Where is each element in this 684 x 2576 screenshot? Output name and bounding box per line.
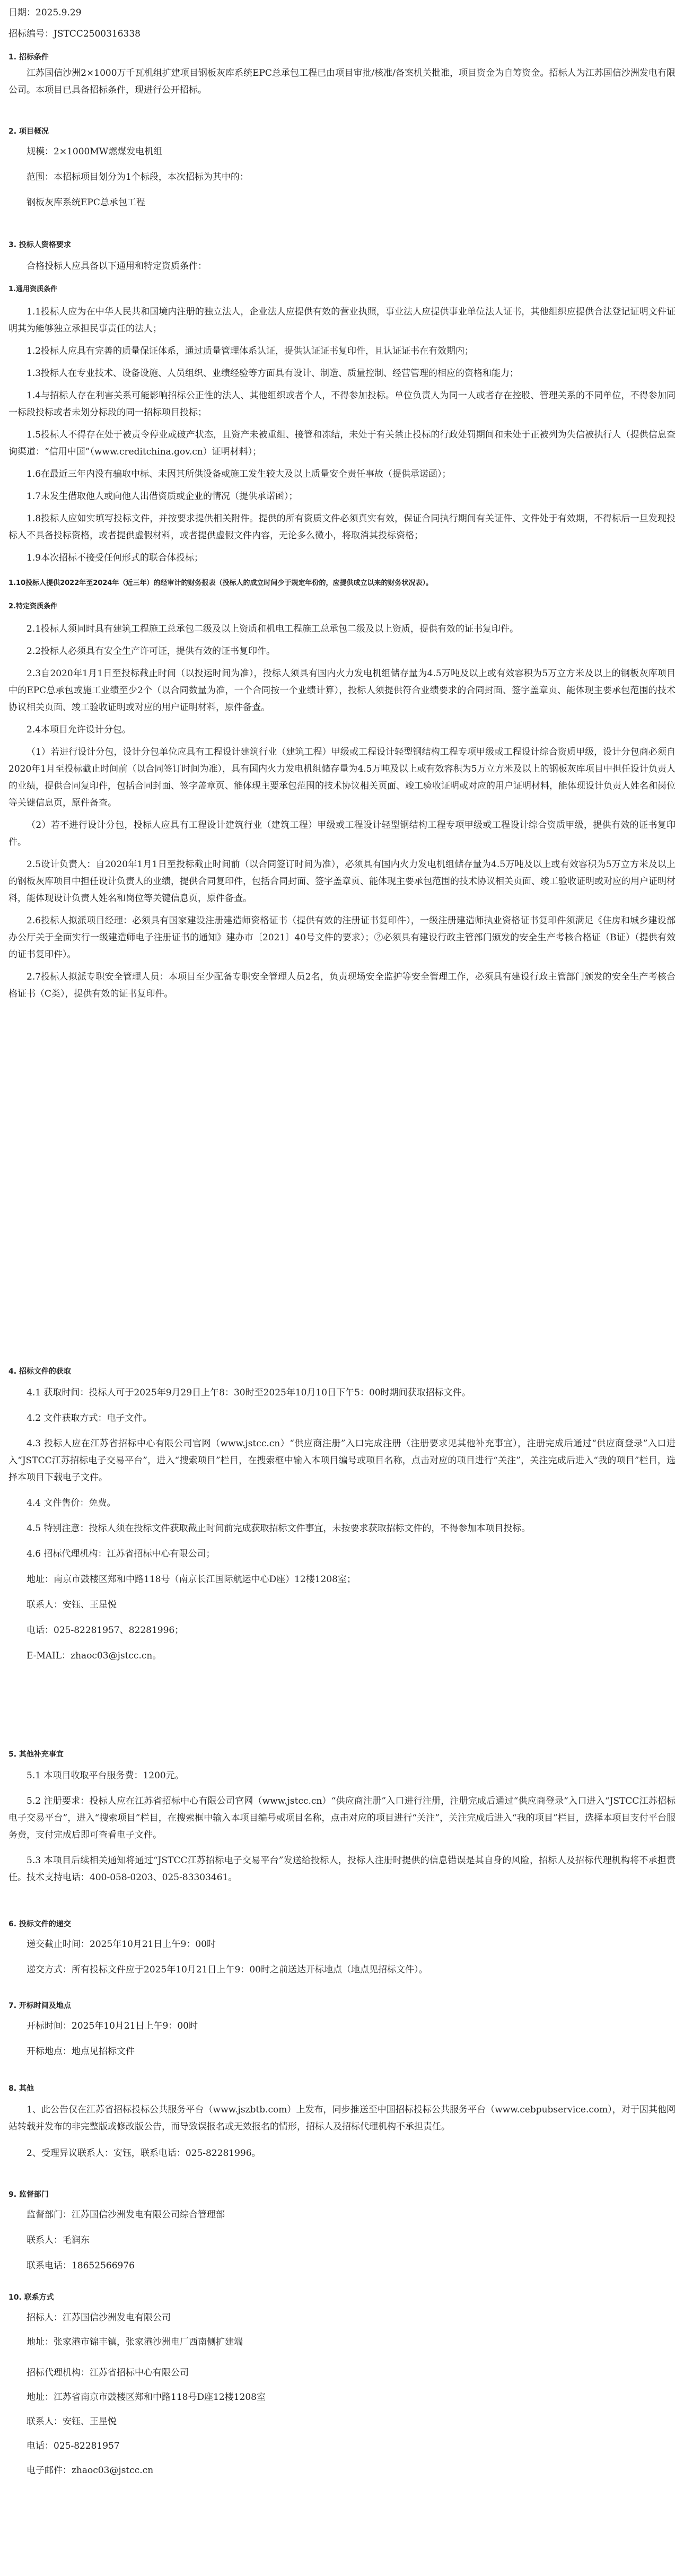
section-heading: 9. 监督部门 bbox=[8, 2190, 49, 2199]
section-project-overview bbox=[8, 126, 676, 210]
qualification-item: 1.7未发生借取他人或向他人出借资质或企业的情况（提供承诺函）； bbox=[27, 491, 298, 502]
qualification-item: 2.3自2020年1月1日至投标截止时间（以投运时间为准），投标人须具有国内火力发电机组储存量为4.5万吨及以上或有效容积为5万立方米及以上的钢板灰库项目中的EPC总承包或施工业绩至少2个（以合同数量为准，一个合同按一个业绩计算），投标人须提供符合业绩要求的合同封面、签字盖章页、能体现主要承包范围的技术协议相关页面、竣工验收证明或对应的用户证明材料，原件备查。 bbox=[8, 668, 676, 713]
qualification-intro: 合格投标人应具备以下通用和特定资质条件： bbox=[27, 261, 207, 272]
supervision-contact: 联系人：毛润东 bbox=[27, 2235, 90, 2246]
section-obtain-documents bbox=[8, 1366, 676, 1664]
section-heading: 5. 其他补充事宜 bbox=[8, 1750, 64, 1759]
section-supplementary bbox=[8, 1749, 676, 1886]
qualification-item: 1.5投标人不得存在处于被责令停业或破产状态，且资产未被重组、接管和冻结，未处于有关禁止投标的行政处罚期间和未处于正被列为失信被执行人（提供信息查询渠道：“信用中国”（www.creditchina.gov.cn）证明材料）； bbox=[8, 430, 676, 457]
agency-contact: 联系人：安钰、王星悦 bbox=[27, 1600, 117, 1610]
qualification-item: 2.1投标人须同时具有建筑工程施工总承包二级及以上资质和机电工程施工总承包二级及以上资质，提供有效的证书复印件。 bbox=[27, 624, 519, 634]
agency-address: 地址：江苏省南京市鼓楼区郑和中路118号D座12楼1208室 bbox=[27, 2392, 266, 2403]
section-heading: 8. 其他 bbox=[8, 2084, 34, 2093]
opening-location: 开标地点：地点见招标文件 bbox=[27, 2046, 135, 2057]
obtain-item: 4.1 获取时间：投标人可于2025年9月29日上午8：30时至2025年10月10日下午5：00时期间获取招标文件。 bbox=[27, 1387, 471, 1398]
other-item: 1、此公告仅在江苏省招标投标公共服务平台（www.jszbtb.com）上发布，同步推送至中国招标投标公共服务平台（www.cebpubservice.com），对于因其他网站转载并发布的非完整版或修改版公告，而导致误报名或无效报名的情形，招标人及招标代理机构不承担责任。 bbox=[8, 2105, 676, 2132]
section-opening bbox=[8, 2001, 676, 2059]
section-heading: 6. 投标文件的递交 bbox=[8, 1920, 71, 1928]
financial-report-note: 1.10投标人提供2022年至2024年（近三年）的经审计的财务报表（投标人的成立时间少于规定年份的，应提供成立以来的财务状况表）。 bbox=[8, 579, 433, 587]
obtain-item: 4.3 投标人应在江苏省招标中心有限公司官网（www.jstcc.cn）“供应商注册”入口完成注册（注册要求见其他补充事宜），注册完成后通过“供应商登录”入口进入“JSTCC江苏招标电子交易平台”，进入“搜索项目”栏目，在搜索框中输入本项目编号或项目名称，点击对应的项目进行“关注”，关注完成后进入“我的项目”栏目，选择本项目下载电子文件。 bbox=[8, 1438, 676, 1483]
section-heading: 3. 投标人资格要求 bbox=[8, 241, 71, 249]
qualification-item: 1.1投标人应为在中华人民共和国境内注册的独立法人，企业法人应提供有效的营业执照，事业法人应提供事业单位法人证书，其他组织应提供合法登记证明文件证明其为能够独立承担民事责任的法人； bbox=[8, 307, 676, 334]
qualification-item: 1.4与招标人存在利害关系可能影响招标公正性的法人、其他组织或者个人，不得参加投标。单位负责人为同一人或者存在控股、管理关系的不同单位，不得参加同一标段投标或者未划分标段的同一招标项目投标； bbox=[8, 390, 676, 418]
tenderer-address: 地址：张家港市锦丰镇，张家港沙洲电厂西南侧扩建端 bbox=[27, 2337, 243, 2347]
section-heading: 7. 开标时间及地点 bbox=[8, 2002, 71, 2010]
agency-email: E-MAIL：zhaoc03@jstcc.cn。 bbox=[27, 1651, 162, 1661]
section-heading: 2. 项目概况 bbox=[8, 127, 49, 136]
qualification-item: 1.6在最近三年内没有骗取中标、未因其所供设备或施工发生较大及以上质量安全责任事故（提供承诺函）； bbox=[27, 469, 451, 479]
qualification-item: 2.5设计负责人：自2020年1月1日至投标截止时间前（以合同签订时间为准），必须具有国内火力发电机组储存量为4.5万吨及以上或有效容积为5万立方米及以上的钢板灰库项目中担任设计负责人的业绩，提供合同复印件，包括合同封面、签字盖章页、能体现主要承包范围的技术协议相关页面、竣工验收证明或对应的用户证明材料，能体现设计负责人姓名和岗位等关键信息页，原件备查。 bbox=[8, 859, 676, 904]
obtain-item: 4.2 文件获取方式：电子文件。 bbox=[27, 1413, 152, 1424]
project-scale: 规模：2×1000MW燃煤发电机组 bbox=[27, 146, 163, 157]
qualification-item: （1）若进行设计分包，设计分包单位应具有工程设计建筑行业（建筑工程）甲级或工程设计轻型钢结构工程专项甲级或工程设计综合资质甲级，设计分包商必须自2020年1月至投标截止时间前（以合同签订时间为准），具有国内火力发电机组储存量为4.5万吨及以上或有效容积为5万立方米及以上的钢板灰库项目中担任设计负责人的业绩，提供合同复印件，包括合同封面、签字盖章页、能体现主要承包范围的技术协议相关页面、竣工验收证明或对应的用户证明材料，能体现设计负责人姓名和岗位等关键信息页，原件备查。 bbox=[8, 747, 676, 808]
supervision-phone: 联系电话：18652566976 bbox=[27, 2260, 135, 2271]
section-text: 江苏国信沙洲2×1000万千瓦机组扩建项目钢板灰库系统EPC总承包工程已由项目审批/核准/备案机关批准，项目资金为自筹资金。招标人为江苏国信沙洲发电有限公司。本项目已具备招标条件，现进行公开招标。 bbox=[8, 68, 676, 95]
section-heading: 1. 招标条件 bbox=[8, 53, 49, 62]
section-other bbox=[8, 2083, 676, 2162]
project-section: 钢板灰库系统EPC总承包工程 bbox=[27, 197, 145, 208]
section-heading: 4. 招标文件的获取 bbox=[8, 1367, 71, 1376]
tenderer-name: 招标人：江苏国信沙洲发电有限公司 bbox=[27, 2312, 171, 2323]
obtain-item: 4.6 招标代理机构：江苏省招标中心有限公司； bbox=[27, 1549, 215, 1559]
opening-time: 开标时间：2025年10月21日上午9：00时 bbox=[27, 2021, 198, 2031]
qualification-item: 2.2投标人必须具有安全生产许可证，提供有效的证书复印件。 bbox=[27, 646, 276, 657]
section-contact bbox=[8, 2292, 676, 2478]
qualification-item: 1.2投标人应具有完善的质量保证体系，通过质量管理体系认证，提供认证证书复印件，且认证证书在有效期内； bbox=[27, 346, 474, 356]
qualification-item: 2.7投标人拟派专职安全管理人员：本项目至少配备专职安全管理人员2名，负责现场安全监护等安全管理工作，必须具有建设行政主管部门颁发的安全生产考核合格证书（C类），提供有效的证书复印件。 bbox=[8, 972, 676, 999]
notice-date: 日期：2025.9.29 bbox=[8, 7, 82, 18]
supplementary-item: 5.1 本项目收取平台服务费：1200元。 bbox=[27, 1770, 184, 1781]
submission-method: 递交方式：所有投标文件应于2025年10月21日上午9：00时之前送达开标地点（地点见招标文件）。 bbox=[27, 1964, 428, 1975]
project-scope: 范围：本招标项目划分为1个标段，本次招标为其中的： bbox=[27, 172, 249, 182]
obtain-item: 4.4 文件售价：免费。 bbox=[27, 1498, 116, 1508]
agency-email: 电子邮件：zhaoc03@jstcc.cn bbox=[27, 2465, 154, 2476]
qualification-item: （2）若不进行设计分包，投标人应具有工程设计建筑行业（建筑工程）甲级或工程设计轻型钢结构工程专项甲级或工程设计综合资质甲级，提供有效的证书复印件。 bbox=[8, 820, 676, 848]
obtain-item: 4.5 特别注意：投标人须在投标文件获取截止时间前完成获取招标文件事宜，未按要求获取招标文件的，不得参加本项目投标。 bbox=[27, 1523, 531, 1534]
other-item: 2、受理异议联系人：安钰，联系电话：025-82281996。 bbox=[27, 2148, 261, 2159]
qualification-item: 1.9本次招标不接受任何形式的联合体投标； bbox=[27, 553, 204, 563]
agency-contact: 联系人：安钰、王星悦 bbox=[27, 2416, 117, 2427]
qualification-item: 1.3投标人在专业技术、设备设施、人员组织、业绩经验等方面具有设计、制造、质量控制、经营管理的相应的资格和能力； bbox=[27, 368, 519, 379]
section-submission bbox=[8, 1919, 676, 1977]
general-qualification-heading: 1.通用资质条件 bbox=[8, 285, 57, 293]
qualification-item: 1.8投标人应如实填写投标文件，并按要求提供相关附件。提供的所有资质文件必须真实有效，保证合同执行期间有关证件、文件处于有效期，不得标后一旦发现投标人不具备投标资格，或者提供虚假材料，或者提供虚假文件内容，无论多么微小，将取消其投标资格； bbox=[8, 513, 676, 541]
agency-phone: 电话：025-82281957 bbox=[27, 2441, 120, 2451]
supplementary-item: 5.2 注册要求：投标人应在江苏省招标中心有限公司官网（www.jstcc.cn）“供应商注册”入口进行注册，注册完成后通过“供应商登录”入口进入“JSTCC江苏招标电子交易平台”，进入“搜索项目”栏目，在搜索框中输入本项目编号或项目名称，点击对应的项目进行“关注”，关注完成后进入“我的项目”栏目，选择本项目支付平台服务费，支付完成后即可查看电子文件。 bbox=[8, 1796, 676, 1840]
specific-qualification-heading: 2.特定资质条件 bbox=[8, 602, 57, 610]
section-tender-conditions bbox=[8, 52, 676, 99]
section-heading: 10. 联系方式 bbox=[8, 2293, 54, 2302]
qualification-item: 2.6投标人拟派项目经理：必须具有国家建设注册建造师资格证书（提供有效的注册证书复印件），一级注册建造师执业资格证书复印件须满足《住房和城乡建设部办公厅关于全面实行一级建造师电子注册证书的通知》建办市〔2021〕40号文件的要求）；②必须具有建设行政主管部门颁发的安全生产考核合格证（B证）（提供有效的证书复印件）。 bbox=[8, 915, 676, 960]
section-supervision bbox=[8, 2189, 676, 2273]
submission-deadline: 递交截止时间：2025年10月21日上午9：00时 bbox=[27, 1939, 216, 1950]
section-qualifications bbox=[8, 240, 676, 1002]
supplementary-item: 5.3 本项目后续相关通知将通过“JSTCC江苏招标电子交易平台”发送给投标人，投标人注册时提供的信息错误是其自身的风险，招标人及招标代理机构将不承担责任。技术支持电话：400-058-0203、025-83303461。 bbox=[8, 1855, 676, 1883]
agency-phone: 电话：025-82281957、82281996； bbox=[27, 1625, 184, 1636]
bid-number: 招标编号：JSTCC2500316338 bbox=[8, 29, 141, 39]
qualification-item: 2.4本项目允许设计分包。 bbox=[27, 724, 131, 735]
document-meta bbox=[8, 5, 676, 48]
supervision-department: 监督部门：江苏国信沙洲发电有限公司综合管理部 bbox=[27, 2210, 225, 2220]
agency-address: 地址：南京市鼓楼区郑和中路118号（南京长江国际航运中心D座）12楼1208室； bbox=[27, 1574, 356, 1585]
agency-name: 招标代理机构：江苏省招标中心有限公司 bbox=[27, 2368, 189, 2378]
